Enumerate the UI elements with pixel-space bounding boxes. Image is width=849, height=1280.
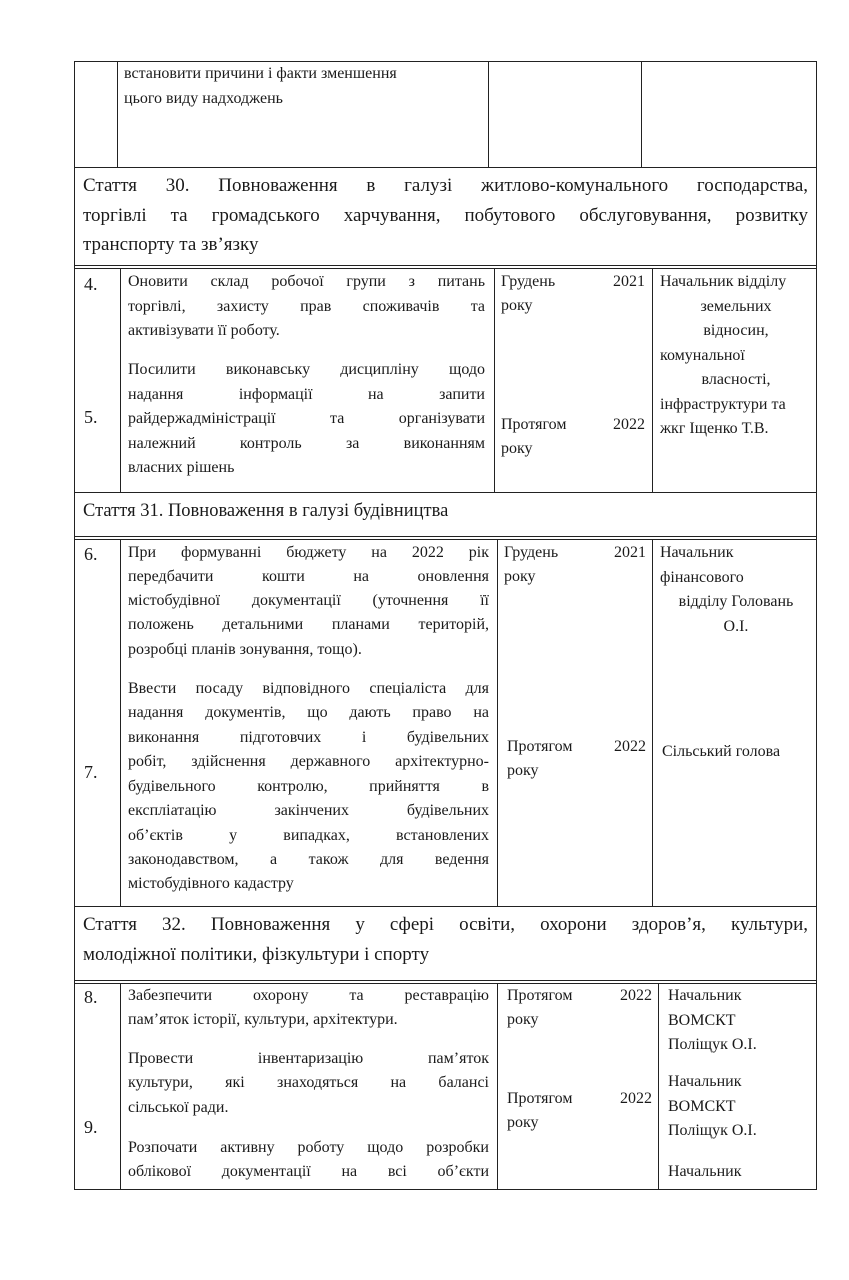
responsible-line: жкг Іщенко Т.В. — [660, 420, 769, 437]
task-text: торгівлі, захисту прав споживачів та — [128, 298, 485, 315]
responsible-line: ВОМСКТ — [668, 1097, 736, 1115]
task-text: облікової документації на всі об’єкти — [128, 1163, 489, 1180]
column-divider — [497, 539, 498, 906]
row-number: 4. — [84, 274, 98, 294]
article-heading: Стаття 32. Повноваження у сфері освіти, охорони здоров’я, культури, — [83, 914, 808, 935]
task-text: Посилити виконавську дисципліну щодо — [128, 361, 485, 378]
responsible-line: Поліщук О.І. — [668, 1122, 757, 1139]
row-number: 6. — [84, 544, 98, 564]
deadline-cell — [501, 413, 645, 461]
article-heading: Стаття 31. Повноваження в галузі будівництва — [83, 501, 449, 521]
task-text: містобудівного кадастру — [128, 875, 294, 892]
responsible-line: інфраструктури та — [660, 395, 786, 413]
deadline-cell — [507, 735, 646, 783]
deadline-suffix: року — [501, 297, 533, 314]
responsible-line: відділу Головань — [678, 593, 794, 610]
separator — [74, 539, 817, 540]
row-number: 7. — [84, 762, 98, 782]
table-border-left — [74, 61, 75, 1190]
deadline-cell — [504, 541, 646, 589]
responsible-cell: Начальник — [668, 1163, 742, 1180]
task-text: Ввести посаду відповідного спеціаліста для — [128, 680, 489, 697]
deadline-month: Грудень — [501, 273, 556, 290]
responsible-cell — [660, 541, 812, 639]
separator — [74, 265, 817, 266]
separator — [74, 167, 817, 168]
row-number: 9. — [84, 1117, 98, 1137]
task-text: надання документів, що дають право на — [128, 704, 489, 721]
task-text: При формуванні бюджету на 2022 рік — [128, 544, 489, 561]
task-text: Розпочати активну роботу щодо розробки — [128, 1139, 489, 1156]
responsible-line: фінансового — [660, 568, 744, 586]
responsible-line: відносин, — [703, 322, 769, 339]
deadline-month: Грудень — [504, 544, 559, 561]
task-text: цього виду надходжень — [124, 90, 283, 107]
column-divider — [120, 268, 121, 492]
responsible-line: власності, — [701, 371, 771, 388]
table-border-right — [816, 61, 817, 1190]
deadline-year: 2022 — [620, 987, 652, 1004]
task-text: Забезпечити охорону та реставрацію — [128, 987, 489, 1004]
deadline-month: Протягом — [507, 987, 573, 1004]
responsible-cell — [660, 270, 812, 442]
deadline-suffix: року — [507, 762, 539, 779]
deadline-year: 2022 — [614, 738, 646, 755]
deadline-year: 2022 — [620, 1090, 652, 1107]
column-divider — [641, 61, 642, 167]
deadline-month: Протягом — [501, 416, 567, 433]
row-number: 5. — [84, 407, 98, 427]
responsible-line: земельних — [700, 297, 772, 315]
task-text: будівельного контролю, прийняття в — [128, 778, 489, 795]
row-number: 8. — [84, 987, 98, 1007]
column-divider — [117, 61, 118, 167]
separator — [74, 980, 817, 981]
task-text: виконання підготовчих і будівельних — [128, 729, 489, 746]
responsible-line: ВОМСКТ — [668, 1011, 736, 1029]
task-text: сільської ради. — [128, 1099, 229, 1116]
deadline-suffix: року — [507, 1011, 539, 1028]
responsible-line: Начальник — [668, 987, 742, 1004]
table-border-bottom — [74, 1189, 817, 1190]
responsible-line: Начальник — [660, 544, 734, 561]
deadline-year: 2021 — [614, 544, 646, 561]
task-text: Провести інвентаризацію пам’яток — [128, 1050, 489, 1067]
task-text: робіт, здійснення державного архітектурно- — [128, 753, 489, 770]
task-text: активізувати її роботу. — [128, 322, 280, 339]
task-text: належний контроль за виконанням — [128, 435, 485, 452]
article-heading: молодіжної політики, фізкультури і спорту — [83, 944, 430, 965]
column-divider — [494, 268, 495, 492]
responsible-line: Поліщук О.І. — [668, 1036, 757, 1053]
task-text: передбачити кошти на оновлення — [128, 568, 489, 585]
responsible-line: Начальник відділу — [660, 273, 787, 290]
task-text: культури, які знаходяться на балансі — [128, 1074, 489, 1091]
deadline-suffix: року — [501, 440, 533, 457]
deadline-year: 2021 — [613, 273, 645, 290]
deadline-suffix: року — [507, 1114, 539, 1131]
task-text: райдержадміністрації та організувати — [128, 410, 485, 427]
separator — [74, 536, 817, 537]
responsible-line: О.І. — [723, 617, 749, 635]
deadline-cell — [501, 270, 645, 318]
task-text: положень детальними планами територій, — [128, 616, 489, 633]
responsible-line: комунальної — [660, 346, 745, 364]
task-text: експліатацію закінчених будівельних — [128, 802, 489, 819]
article-heading: торгівлі та громадського харчування, побутового обслуговування, розвитку — [83, 205, 808, 226]
separator — [74, 268, 817, 269]
task-text: встановити причини і факти зменшення — [124, 65, 397, 82]
separator — [74, 906, 817, 907]
task-text: пам’яток історії, культури, архітектури. — [128, 1011, 398, 1028]
task-text: законодавством, а також для ведення — [128, 851, 489, 868]
article-heading: транспорту та зв’язку — [83, 234, 259, 255]
column-divider — [120, 539, 121, 906]
responsible-line: Начальник — [668, 1073, 742, 1090]
column-divider — [652, 268, 653, 492]
deadline-cell — [507, 984, 652, 1032]
responsible-cell — [668, 984, 813, 1058]
task-text: розробці планів зонування, тощо). — [128, 641, 362, 658]
task-text: Оновити склад робочої групи з питань — [128, 273, 485, 290]
task-text: власних рішень — [128, 459, 235, 476]
column-divider — [652, 539, 653, 906]
deadline-year: 2022 — [613, 416, 645, 433]
separator — [74, 492, 817, 493]
deadline-month: Протягом — [507, 738, 573, 755]
responsible-cell: Сільський голова — [662, 743, 781, 760]
article-heading: Стаття 30. Повноваження в галузі житлово-комунального господарства, — [83, 175, 808, 196]
task-text: надання інформації на запити — [128, 386, 485, 403]
task-text: містобудівної документації (уточнення її — [128, 592, 489, 609]
responsible-cell — [668, 1070, 813, 1144]
deadline-month: Протягом — [507, 1090, 573, 1107]
task-text: об’єктів у випадках, встановлених — [128, 827, 489, 844]
deadline-suffix: року — [504, 568, 536, 585]
column-divider — [497, 983, 498, 1189]
column-divider — [658, 983, 659, 1189]
column-divider — [120, 983, 121, 1189]
column-divider — [488, 61, 489, 167]
deadline-cell — [507, 1087, 652, 1135]
